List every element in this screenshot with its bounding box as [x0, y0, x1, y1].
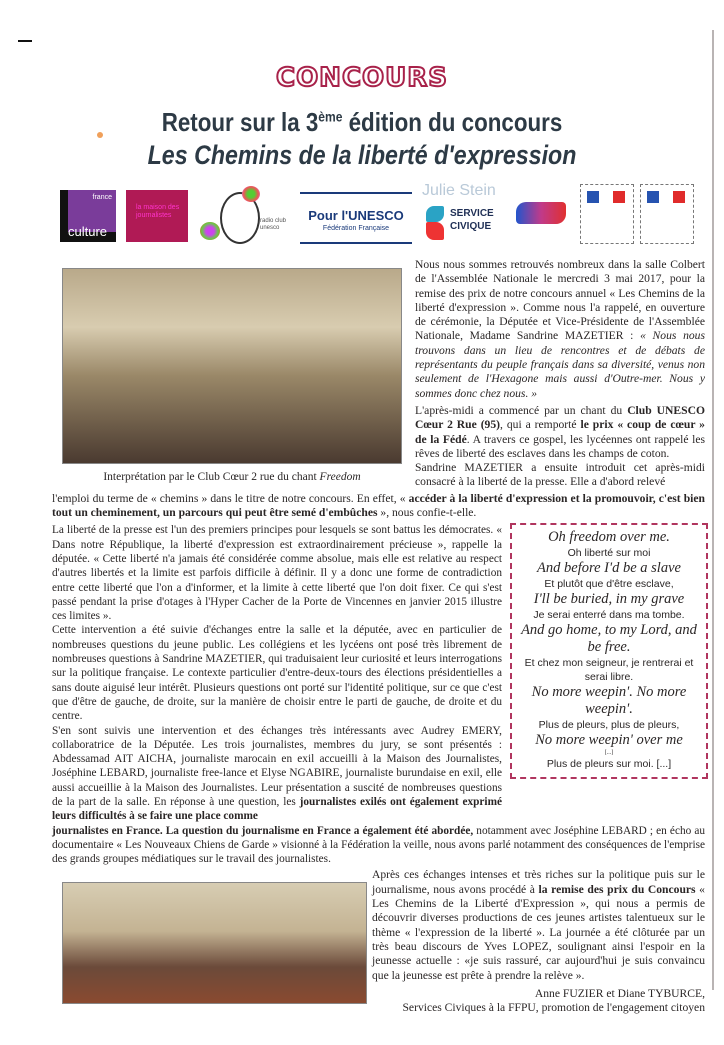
paragraph: La liberté de la presse est l'un des premiers principes pour lesquels se sont battus les démocrates. « Dans notre République, la liberté d'expression est extraordinairement précieuse », rappelle la députée. « Cette liberté n'a jamais été considérée comme absolue, mais elle est relative au respect d'autres libertés et la limite est parfois difficile à définir. Il y a donc une forme de contradiction entre cette liberté que l'on a d'informer, et la limite à cette liberté que l'on doit fixer. Ce qui s'est passé pendant la prise d'otages à l'Hyper Cacher de la Porte de Vincennes en janvier 2015 illustre ces limites ».: [52, 524, 502, 623]
logo-text: france: [92, 194, 112, 201]
text: S'en sont suivis une intervention et des échanges très intéressants avec Audrey EMERY, collaboratrice de la Députée. Les trois journalistes, membres du jury, se sont présentés : Abdessamad AIT AICHA, journaliste marocain en exil accueilli à la Maison des Journalistes, Joséphine LEBARD, journaliste free-lance et Elyse NGABIRE, journaliste burundaise en exil, elle aussi accueillie à la Maison des Journalistes. Leur présentation a suscité de nombreuses questions de la part de la salle. En réponse à une question, les: [52, 724, 502, 808]
article-fullwidth-1: [52, 492, 705, 521]
lyric-french: Et plutôt que d'être esclave,: [544, 578, 674, 591]
lyric-english: Oh freedom over me.: [548, 529, 670, 546]
lyric-french: Je serai enterré dans ma tombe.: [533, 609, 685, 622]
text: . A travers ce gospel, les lycéennes ont rappelé les rêves de liberté des esclaves dans les champs de coton.: [415, 432, 705, 460]
caption-song-title: Freedom: [319, 471, 361, 483]
logo-text: Pour l'UNESCO: [308, 208, 404, 223]
text: notamment avec Joséphine LEBARD ; en écho au documentaire « Les Nouveaux Chiens de Garde » visionné à la Fédération la veille, nous avons parlé notamment des conséquences de l'emprise des grands groupes médiatiques sur le travail des journalistes.: [52, 824, 706, 866]
paragraph: Cette intervention a été suivie d'échanges entre la salle et la députée, avec en particulier de nombreuses questions du jeune public. Les collégiens et les lycéens ont posé très librement de nombreuses questions à Sandrine MAZETIER, qui traduisaient leur curiosité et leurs interrogations sur la politique française. Le contexte particulier d'entre-deux-tours des élections présidentielles a sans doute aiguisé leur intérêt. Plusieurs questions ont porté sur l'identité politique, sur ce que c'est que d'être de gauche, de droite, sur la manière de choisir entre le parti de gauche, de droite et du centre.: [52, 624, 502, 723]
lyrics-box: [510, 523, 708, 779]
logo-fish-illustration: [516, 202, 566, 224]
bold-text: accéder à la liberté d'expression et la promouvoir, c'est bien tout un cheminement, un parcours qui peut être semé d'embûches: [52, 491, 705, 520]
paragraph: [415, 258, 705, 401]
paragraph: [372, 868, 705, 982]
article-fullwidth-2: [52, 824, 705, 867]
logo-pour-unesco: [300, 192, 412, 244]
logo-maison-journalistes: [126, 190, 188, 242]
lyric-ellipsis: [...]: [604, 750, 614, 757]
bold-text: journalistes exilés ont également exprimé leurs difficultés à se faire une place comme: [52, 795, 502, 823]
logo-text: culture: [68, 224, 108, 239]
lyric-english: I'll be buried, in my grave: [533, 591, 685, 608]
paragraph: [415, 404, 705, 461]
lyric-french: Oh liberté sur moi: [567, 547, 651, 560]
lyric-english: No more weepin'. No more weepin'.: [531, 684, 687, 718]
page-title: [51, 106, 674, 138]
closing-section: [52, 868, 705, 1015]
bold-text: la remise des prix du Concours: [538, 882, 696, 896]
paragraph: [52, 724, 502, 824]
article-intro: [415, 258, 705, 490]
text: , qui a remporté: [500, 418, 581, 432]
bold-text: le prix « coup de cœur » de la Fédé: [415, 418, 705, 446]
logo-radio-club: [200, 184, 290, 244]
sponsor-logos: [60, 184, 705, 246]
photo-jury-panel: [62, 882, 367, 1004]
quote: « Nous nous trouvons dans un lieu de rencontres et de débats de représentants du peuple français dans sa diversité, venus non seulement de l'Hexagone mais aussi d'Outre-mer. Nous y sommes donc chez nous. »: [415, 329, 705, 400]
photo-choir-performance: [62, 268, 402, 464]
lyric-english: No more weepin' over me: [535, 732, 683, 749]
logo-ministry-2: [640, 184, 694, 244]
signature-role: Services Civiques à la FFPU, promotion de l'engagement citoyen: [402, 1001, 705, 1015]
photo-column: [62, 268, 402, 484]
article-left-column: [52, 523, 502, 823]
lyric-french: Plus de pleurs, plus de pleurs,: [538, 719, 680, 732]
text: Après ces échanges intenses et très riches sur la politique puis sur le journalisme, nous avons procédé à: [372, 868, 705, 896]
logo-service-civique: [426, 206, 506, 242]
section-kicker: CONCOURS: [276, 63, 448, 93]
title-text: Retour sur la 3: [161, 107, 319, 137]
title-sup: ème: [318, 108, 343, 125]
logo-ministry-1: [580, 184, 634, 244]
logo-text: CIVIQUE: [450, 221, 492, 232]
bold-text: Club UNESCO Cœur 2 Rue (95): [415, 403, 705, 432]
text: l'emploi du terme de « chemins » dans le titre de notre concours. En effet, «: [52, 491, 409, 505]
intro-section: [52, 258, 705, 490]
article-conclusion: [372, 868, 705, 1015]
bold-text: journalistes en France. La question du journalisme en France a également été abordée,: [52, 824, 474, 837]
logo-france-culture: [60, 190, 116, 242]
lyric-french: Et chez mon seigneur, je rentrerai et serai libre.: [524, 657, 694, 684]
caption-text: Interprétation par le Club Cœur 2 rue du chant: [103, 471, 320, 483]
text: L'après-midi a commencé par un chant du: [415, 403, 628, 417]
page-subtitle: Les Chemins de la liberté d'expression: [147, 140, 577, 170]
text: Nous nous sommes retrouvés nombreux dans la salle Colbert de l'Assemblée Nationale le mercredi 3 mai 2017, pour la remise des prix de notre concours annuel « Les Chemins de la liberté d'expression ». Comme nous l'a rappelé, en ouverture de cérémonie, la Députée et Vice-Présidente de l'Assemblée Nationale, Madame Sandrine MAZETIER :: [415, 258, 705, 343]
logo-text: radio club unesco: [260, 218, 287, 231]
middle-section: [52, 523, 705, 823]
lyric-french: Plus de pleurs sur moi. [...]: [546, 758, 672, 771]
logo-text: SERVICE: [450, 208, 494, 219]
lyric-english: And before I'd be a slave: [537, 560, 681, 577]
lyric-english: And go home, to my Lord, and be free.: [521, 622, 697, 656]
logo-text: la maison des journalistes: [136, 204, 180, 219]
text: « Les Chemins de la Liberté d'Expression », qui nous a permis de découvrir diverses productions de ces jeunes artistes talentueux sur le thème « l'expression de la liberté ». La journée a été clôturée par un très beau discours de Yves LOPEZ, soulignant ainsi l'espoir en la jeunesse actuelle : «je suis rassuré, car aujourd'hui je suis convaincu que la jeunesse est prête à prendre la relève ».: [372, 882, 705, 982]
photo-caption: [62, 470, 402, 484]
logo-julie-stein: Julie Stein: [422, 182, 496, 199]
text: », nous confie-t-elle.: [377, 506, 477, 520]
signature-names: Anne FUZIER et Diane TYBURCE,: [534, 986, 705, 1000]
page-edge: [712, 30, 714, 990]
logo-text: Fédération Française: [322, 225, 390, 232]
paragraph: Sandrine MAZETIER a ensuite introduit cet après-midi consacré à la liberté de la presse. Elle a d'abord relevé: [415, 461, 705, 489]
title-text-end: édition du concours: [342, 107, 563, 137]
